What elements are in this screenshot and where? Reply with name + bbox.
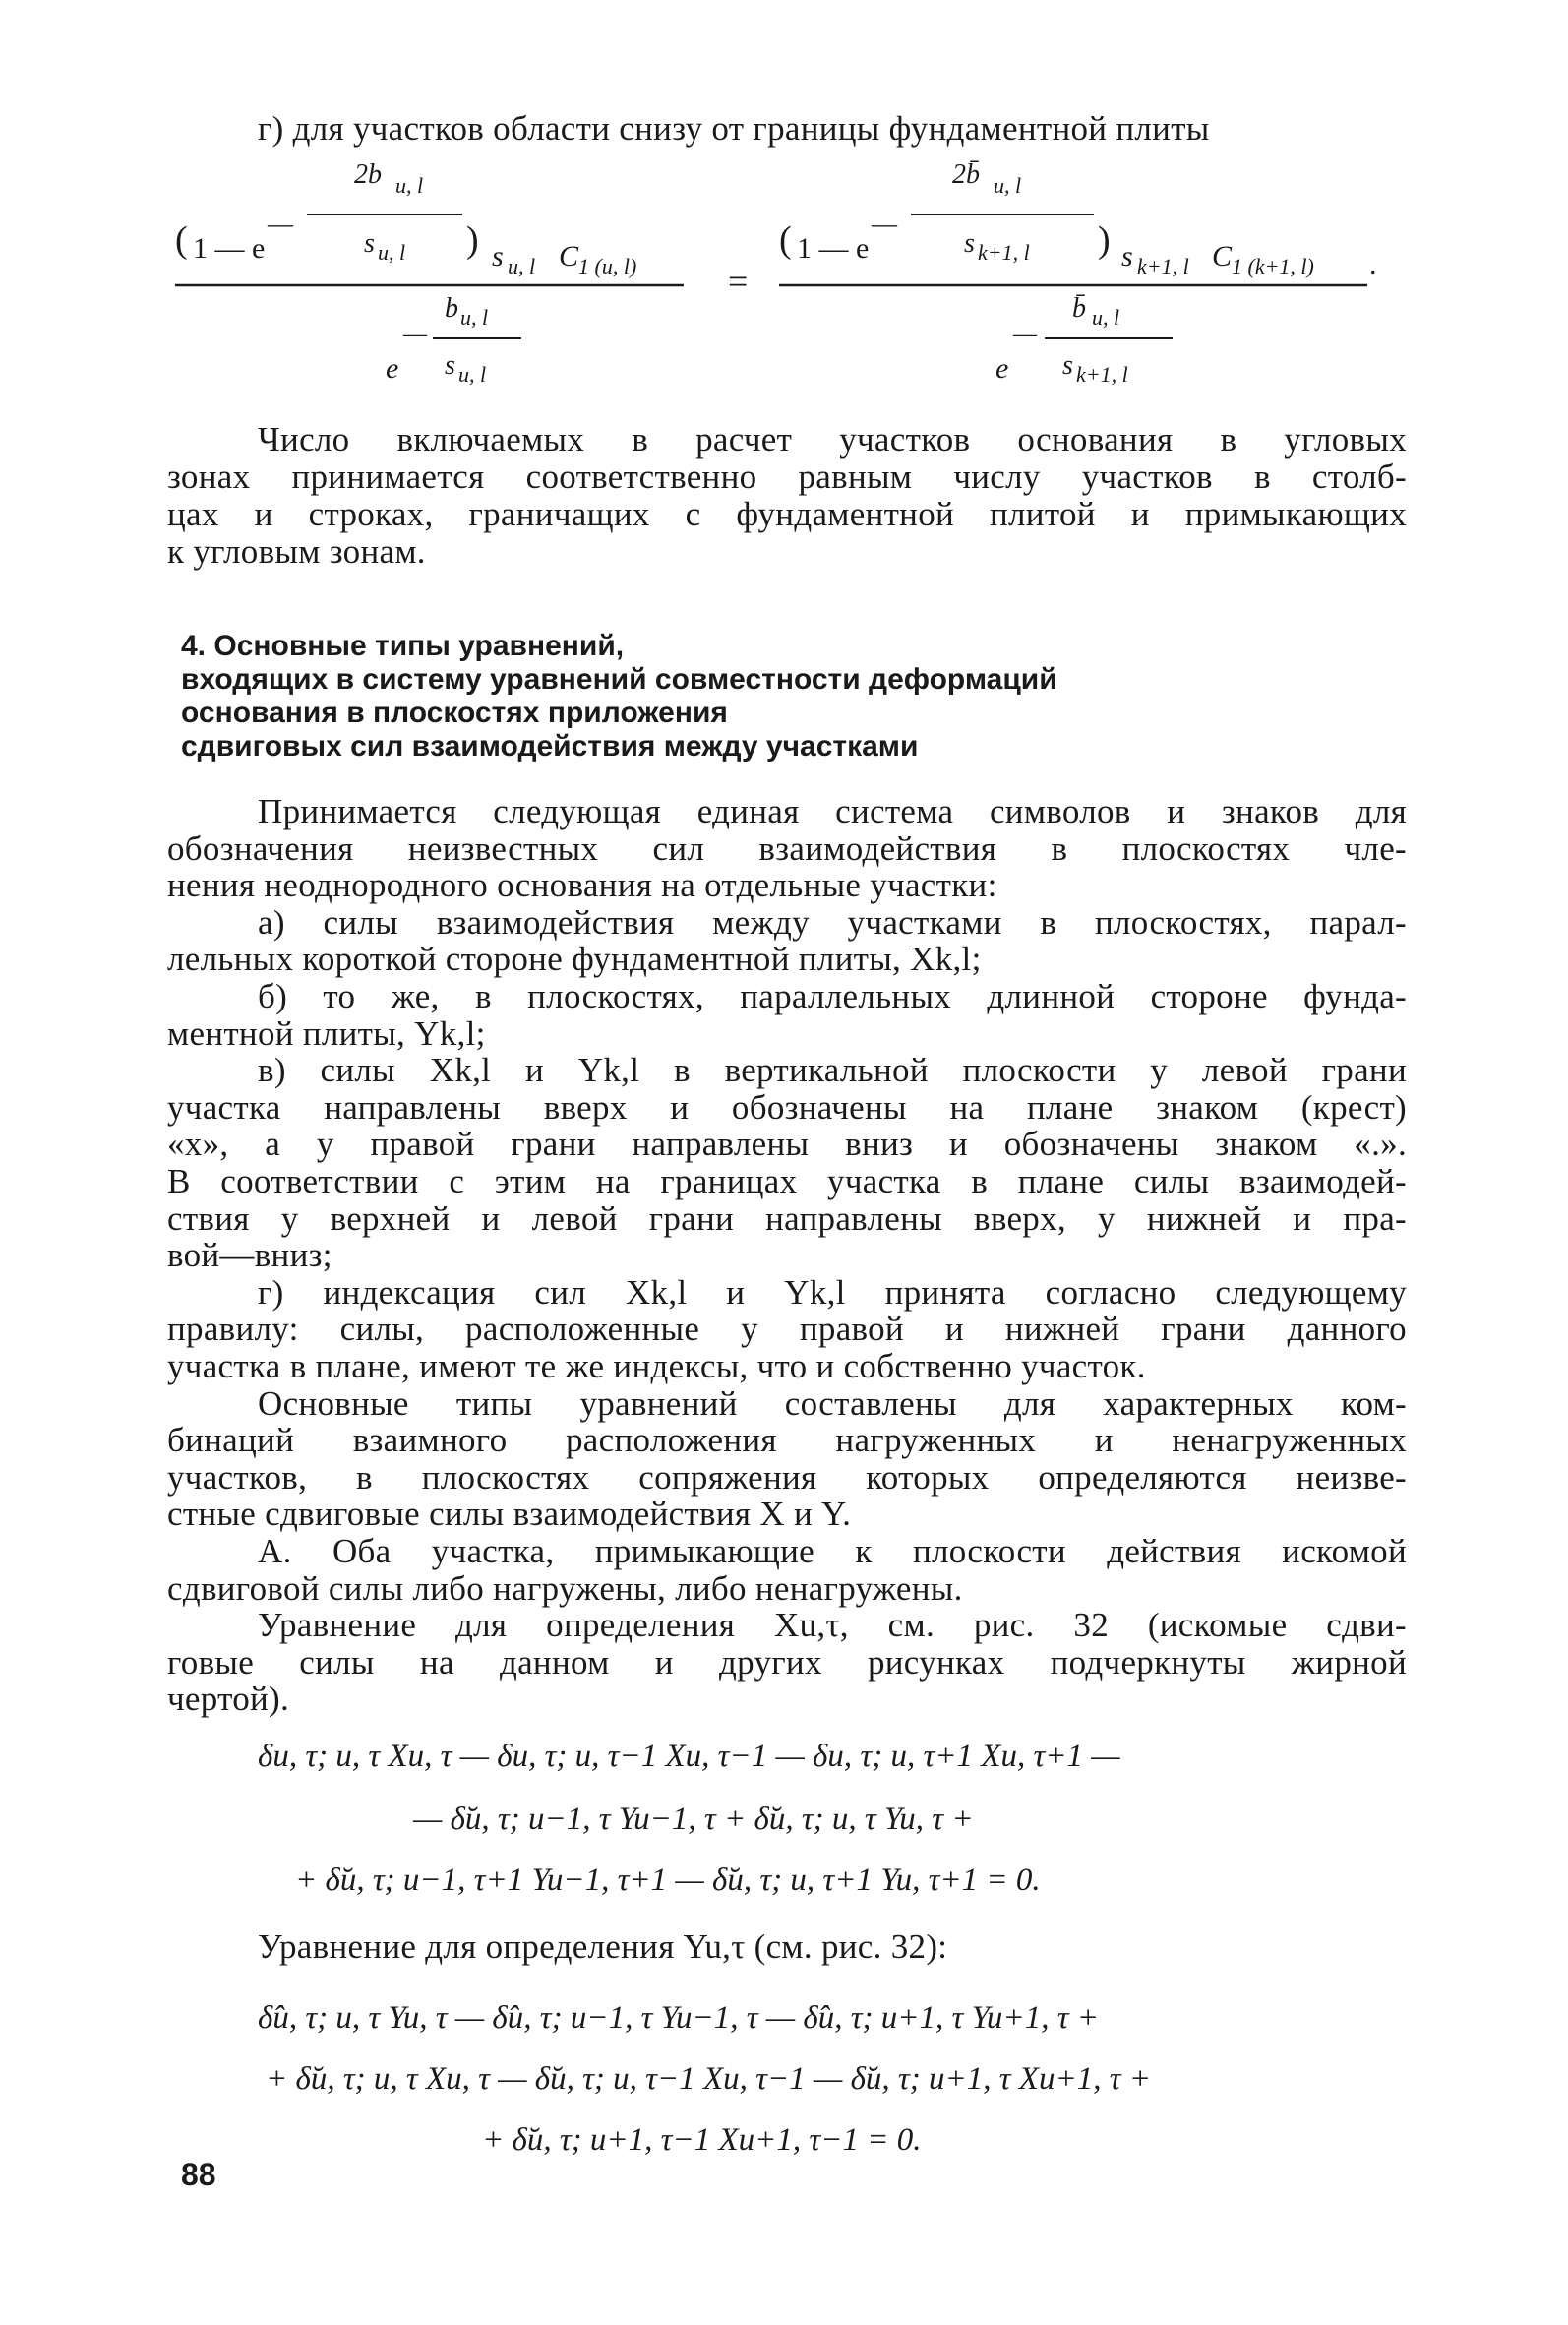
right-den-exp-minus: — — [1013, 321, 1037, 346]
body-line: обозначения неизвестных сил взаимодействия в плоскостях чле- — [167, 829, 1407, 868]
body-line: ментной плиты, Yk,l; — [167, 1014, 486, 1053]
body-line: участка направлены вверх и обозначены на плане знаком (крест) — [167, 1088, 1407, 1127]
right-factor-c: C — [1212, 240, 1233, 273]
page-number: 88 — [181, 2157, 216, 2192]
equation-x-line: — δ̆u, τ; u−1, τ Yu−1, τ + δ̆u, τ; u, τ Yu, τ + — [413, 1802, 974, 1837]
body-line: участков, в плоскостях сопряжения которых определяются неизве- — [167, 1458, 1407, 1497]
body-line: Принимается следующая единая система символов и знаков для — [258, 792, 1407, 830]
left-den-exp-den-sub: u, l — [458, 362, 487, 387]
body-line: бинаций взаимного расположения нагруженных и ненагруженных — [167, 1421, 1407, 1459]
left-factor-s-sub: u, l — [508, 254, 536, 278]
left-exp-den: s — [364, 228, 375, 259]
left-one-minus-e: 1 — e — [193, 232, 266, 265]
body-line: сдвиговой силы либо нагружены, либо ненагружены. — [167, 1569, 963, 1608]
paragraph-corner-line: зонах принимается соответственно равным числу участков в столб- — [167, 458, 1407, 496]
right-exp-num-sub: u, l — [994, 173, 1022, 198]
section-heading-line: основания в плоскостях приложения — [181, 697, 728, 729]
right-exp-num: 2b̄ — [952, 159, 980, 190]
left-factor-s: s — [492, 240, 504, 273]
body-line: В соответствии с этим на границах участка в плане силы взаимодей- — [167, 1162, 1407, 1200]
left-paren-close: ) — [466, 219, 479, 261]
intro-line: г) для участков области снизу от границы фундаментной плиты — [258, 109, 1210, 148]
left-den-exp-minus: — — [403, 321, 427, 346]
left-den-base: e — [386, 352, 399, 385]
equals-sign: = — [728, 262, 749, 301]
body-line: ствия у верхней и левой грани направлены вверх, у нижней и пра- — [167, 1199, 1407, 1238]
right-factor-s-sub: k+1, l — [1137, 254, 1189, 278]
right-den-base: e — [995, 352, 1009, 385]
left-exp-den-sub: u, l — [378, 240, 406, 265]
right-paren-open: ( — [779, 219, 792, 261]
right-exp-den-sub: k+1, l — [978, 240, 1030, 265]
formula-end-dot: . — [1369, 248, 1377, 280]
body-line: г) индексация сил Xk,l и Yk,l принята согласно следующему — [258, 1273, 1407, 1312]
left-den-exp-num-sub: u, l — [460, 305, 489, 330]
body-line: а) силы взаимодействия между участками в плоскостях, парал- — [258, 903, 1407, 942]
body-line: чертой). — [167, 1680, 290, 1718]
body-line: правилу: силы, расположенные у правой и нижней грани данного — [167, 1310, 1407, 1348]
paragraph-corner-line: к угловым зонам. — [167, 532, 426, 571]
body-line: Основные типы уравнений составлены для характерных ком- — [258, 1384, 1407, 1423]
body-line: говые силы на данном и других рисунках подчеркнуты жирной — [167, 1643, 1407, 1682]
body-line: стные сдвиговые силы взаимодействия X и Y. — [167, 1495, 852, 1533]
right-den-exp-num: b̄ — [1072, 293, 1086, 324]
right-factor-s: s — [1121, 240, 1133, 273]
body-line: участка в плане, имеют те же индексы, что и собственно участок. — [167, 1347, 1146, 1385]
right-paren-close: ) — [1098, 219, 1111, 261]
right-den-exp-den-sub: k+1, l — [1076, 362, 1128, 387]
right-exp-minus: — — [872, 210, 897, 238]
body-line: нения неоднородного основания на отдельные участки: — [167, 866, 997, 904]
left-factor-c-sub: 1 (u, l) — [578, 254, 637, 278]
section-heading-line: входящих в систему уравнений совместности деформаций — [181, 663, 1057, 696]
body-line: А. Оба участка, примыкающие к плоскости действия искомой — [258, 1532, 1407, 1570]
section-heading-line: сдвиговых сил взаимодействия между участками — [181, 730, 919, 763]
equation-y-line: δ̂u, τ; u, τ Yu, τ — δ̂u, τ; u−1, τ Yu−1, τ — δ̂u, τ; u+1, τ Yu+1, τ + — [258, 2000, 1100, 2036]
formula-g — [0, 0, 1568, 413]
equation-x-line: δu, τ; u, τ Xu, τ — δu, τ; u, τ−1 Xu, τ−1 — δu, τ; u, τ+1 Xu, τ+1 — — [258, 1739, 1120, 1774]
left-factor-c: C — [559, 240, 579, 273]
equation-x-line: + δ̆u, τ; u−1, τ+1 Yu−1, τ+1 — δ̆u, τ; u, τ+1 Yu, τ+1 = 0. — [295, 1863, 1041, 1898]
left-den-exp-den: s — [445, 350, 455, 381]
left-exp-minus: — — [268, 210, 293, 238]
right-factor-c-sub: 1 (k+1, l) — [1232, 254, 1314, 278]
right-den-exp-num-sub: u, l — [1092, 305, 1120, 330]
left-exp-num-sub: u, l — [395, 173, 424, 198]
left-paren-open: ( — [175, 219, 188, 261]
body-line: в) силы Xk,l и Yk,l в вертикальной плоскости у левой грани — [258, 1051, 1407, 1089]
right-one-minus-e: 1 — e — [797, 232, 870, 265]
left-den-exp-num: b — [445, 293, 458, 324]
body-line: вой—вниз; — [167, 1236, 332, 1274]
equation-y-line: + δ̆u, τ; u, τ Xu, τ — δ̆u, τ; u, τ−1 Xu, τ−1 — δ̆u, τ; u+1, τ Xu+1, τ + — [266, 2061, 1152, 2097]
paragraph-corner-line: цах и строках, граничащих с фундаментной плитой и примыкающих — [167, 495, 1407, 533]
right-den-exp-den: s — [1062, 350, 1073, 381]
right-exp-den: s — [964, 228, 975, 259]
left-exp-num: 2b — [354, 159, 382, 190]
body-line: б) то же, в плоскостях, параллельных длинной стороне фунда- — [258, 977, 1407, 1015]
body-line: «х», а у правой грани направлены вниз и обозначены знаком «.». — [167, 1125, 1407, 1163]
paragraph-corner-line: Число включаемых в расчет участков основания в угловых — [258, 420, 1407, 459]
body-line: Уравнение для определения Xu,τ, см. рис. 32 (искомые сдви- — [258, 1606, 1407, 1644]
body-line: лельных короткой стороне фундаментной плиты, Xk,l; — [167, 940, 982, 978]
equation-y-label: Уравнение для определения Yu,τ (см. рис. 32): — [258, 1927, 948, 1966]
equation-y-line: + δ̆u, τ; u+1, τ−1 Xu+1, τ−1 = 0. — [482, 2122, 922, 2158]
section-heading-line: 4. Основные типы уравнений, — [181, 630, 625, 662]
